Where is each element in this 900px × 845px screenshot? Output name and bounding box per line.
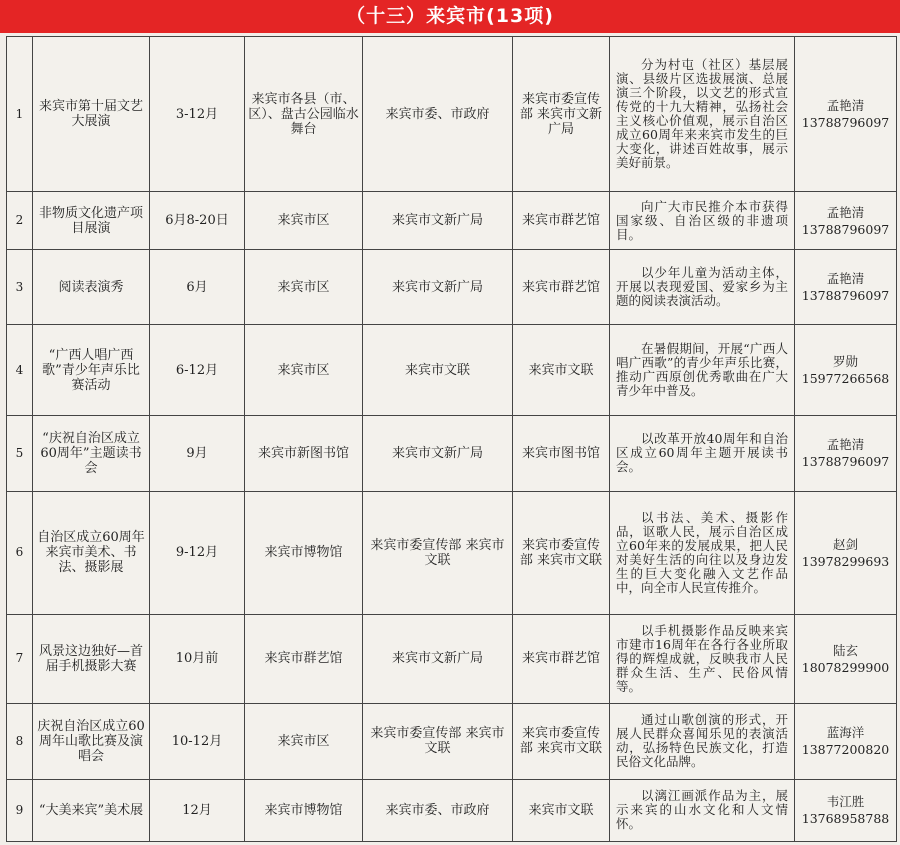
contact-name: 孟艳清 — [826, 98, 865, 114]
event-time: 6-12月 — [150, 325, 245, 416]
contact-cell — [795, 250, 897, 325]
section-title: （十三）来宾市(13项) — [0, 0, 900, 33]
event-name: 自治区成立60周年来宾市美术、书法、摄影展 — [33, 491, 150, 614]
event-time: 6月8-20日 — [150, 192, 245, 250]
event-organizer: 来宾市委宣传部 来宾市文联 — [513, 703, 610, 779]
table-row — [7, 703, 897, 779]
event-name: “大美来宾”美术展 — [33, 779, 150, 841]
event-name: 非物质文化遗产项目展演 — [33, 192, 150, 250]
event-organizer: 来宾市群艺馆 — [513, 250, 610, 325]
event-organizer: 来宾市委宣传部 来宾市文联 — [513, 491, 610, 614]
contact-cell — [795, 37, 897, 192]
contact-phone: 13788796097 — [801, 454, 890, 470]
row-number: 4 — [7, 325, 33, 416]
contact-cell — [795, 779, 897, 841]
row-number: 9 — [7, 779, 33, 841]
contact-phone: 13978299693 — [801, 553, 890, 569]
event-time: 9月 — [150, 416, 245, 491]
contact-phone: 13877200820 — [801, 742, 890, 758]
event-host: 来宾市委宣传部 来宾市文联 — [363, 703, 513, 779]
event-time: 10月前 — [150, 614, 245, 703]
event-description: 向广大市民推介本市获得国家级、自治区级的非遗项目。 — [610, 192, 795, 250]
event-time: 12月 — [150, 779, 245, 841]
event-description: 以改革开放40周年和自治区成立60周年主题开展读书会。 — [610, 416, 795, 491]
contact-name: 陆玄 — [832, 642, 858, 658]
event-place: 来宾市区 — [245, 703, 363, 779]
event-organizer: 来宾市文联 — [513, 779, 610, 841]
table-row — [7, 250, 897, 325]
contact-cell — [795, 703, 897, 779]
row-number: 2 — [7, 192, 33, 250]
event-host: 来宾市委、市政府 — [363, 37, 513, 192]
event-time: 6月 — [150, 250, 245, 325]
event-description: 通过山歌创演的形式，开展人民群众喜闻乐见的表演活动，弘扬特色民族文化，打造民俗文化品牌。 — [610, 703, 795, 779]
table-row — [7, 491, 897, 614]
event-time: 10-12月 — [150, 703, 245, 779]
contact-name: 蓝海洋 — [826, 725, 865, 741]
table-row — [7, 416, 897, 491]
event-host: 来宾市文新广局 — [363, 192, 513, 250]
event-organizer: 来宾市图书馆 — [513, 416, 610, 491]
row-number: 5 — [7, 416, 33, 491]
event-description: 以书法、美术、摄影作品，讴歌人民，展示自治区成立60年来的发展成果，把人民对美好生活的向往以及身边发生的巨大变化融入文艺作品中，向全市人民宣传推介。 — [610, 491, 795, 614]
contact-phone: 13768958788 — [801, 811, 890, 827]
row-number: 1 — [7, 37, 33, 192]
table-body — [7, 37, 897, 842]
contact-phone: 18078299900 — [801, 659, 890, 675]
event-organizer: 来宾市委宣传部 来宾市文新广局 — [513, 37, 610, 192]
event-host: 来宾市委宣传部 来宾市文联 — [363, 491, 513, 614]
event-place: 来宾市群艺馆 — [245, 614, 363, 703]
event-host: 来宾市委、市政府 — [363, 779, 513, 841]
row-number: 3 — [7, 250, 33, 325]
event-description: 在暑假期间，开展“广西人唱广西歌”的青少年声乐比赛，推动广西原创优秀歌曲在广大青少年中普及。 — [610, 325, 795, 416]
contact-phone: 13788796097 — [801, 115, 890, 131]
event-place: 来宾市区 — [245, 192, 363, 250]
event-place: 来宾市各县（市、区）、盘古公园临水舞台 — [245, 37, 363, 192]
contact-cell — [795, 192, 897, 250]
event-place: 来宾市区 — [245, 325, 363, 416]
event-place: 来宾市博物馆 — [245, 779, 363, 841]
event-name: “广西人唱广西歌”青少年声乐比赛活动 — [33, 325, 150, 416]
table-row — [7, 37, 897, 192]
event-organizer: 来宾市文联 — [513, 325, 610, 416]
event-organizer: 来宾市群艺馆 — [513, 192, 610, 250]
event-host: 来宾市文联 — [363, 325, 513, 416]
row-number: 7 — [7, 614, 33, 703]
contact-name: 孟艳清 — [826, 271, 865, 287]
contact-name: 韦江胜 — [826, 794, 865, 810]
event-organizer: 来宾市群艺馆 — [513, 614, 610, 703]
event-place: 来宾市新图书馆 — [245, 416, 363, 491]
table-row — [7, 779, 897, 841]
event-description: 以手机摄影作品反映来宾市建市16周年在各行各业所取得的辉煌成就，反映我市人民群众生活、生产、民俗风情等。 — [610, 614, 795, 703]
event-time: 9-12月 — [150, 491, 245, 614]
event-description: 以漓江画派作品为主，展示来宾的山水文化和人文情怀。 — [610, 779, 795, 841]
contact-name: 孟艳清 — [826, 204, 865, 220]
event-name: 风景这边独好—首届手机摄影大赛 — [33, 614, 150, 703]
contact-cell — [795, 416, 897, 491]
contact-cell — [795, 614, 897, 703]
contact-phone: 13788796097 — [801, 288, 890, 304]
table-row — [7, 325, 897, 416]
row-number: 6 — [7, 491, 33, 614]
event-place: 来宾市区 — [245, 250, 363, 325]
event-place: 来宾市博物馆 — [245, 491, 363, 614]
event-time: 3-12月 — [150, 37, 245, 192]
event-description: 分为村屯（社区）基层展演、县级片区选拔展演、总展演三个阶段，以文艺的形式宣传党的十九大精神，弘扬社会主义核心价值观，展示自治区成立60周年来来宾市发生的巨大变化，讲述百姓故事，展示美好前景。 — [610, 37, 795, 192]
event-name: 来宾市第十届文艺大展演 — [33, 37, 150, 192]
event-host: 来宾市文新广局 — [363, 250, 513, 325]
contact-cell — [795, 491, 897, 614]
event-name: 阅读表演秀 — [33, 250, 150, 325]
event-name: “庆祝自治区成立60周年”主题读书会 — [33, 416, 150, 491]
table-row — [7, 192, 897, 250]
contact-phone: 13788796097 — [801, 221, 890, 237]
contact-name: 赵剑 — [832, 536, 858, 552]
table-row — [7, 614, 897, 703]
contact-name: 罗勋 — [832, 354, 858, 370]
events-table — [6, 36, 897, 842]
contact-cell — [795, 325, 897, 416]
event-description: 以少年儿童为活动主体，开展以表现爱国、爱家乡为主题的阅读表演活动。 — [610, 250, 795, 325]
event-name: 庆祝自治区成立60周年山歌比赛及演唱会 — [33, 703, 150, 779]
event-host: 来宾市文新广局 — [363, 416, 513, 491]
event-host: 来宾市文新广局 — [363, 614, 513, 703]
contact-phone: 15977266568 — [801, 371, 890, 387]
contact-name: 孟艳清 — [826, 437, 865, 453]
row-number: 8 — [7, 703, 33, 779]
